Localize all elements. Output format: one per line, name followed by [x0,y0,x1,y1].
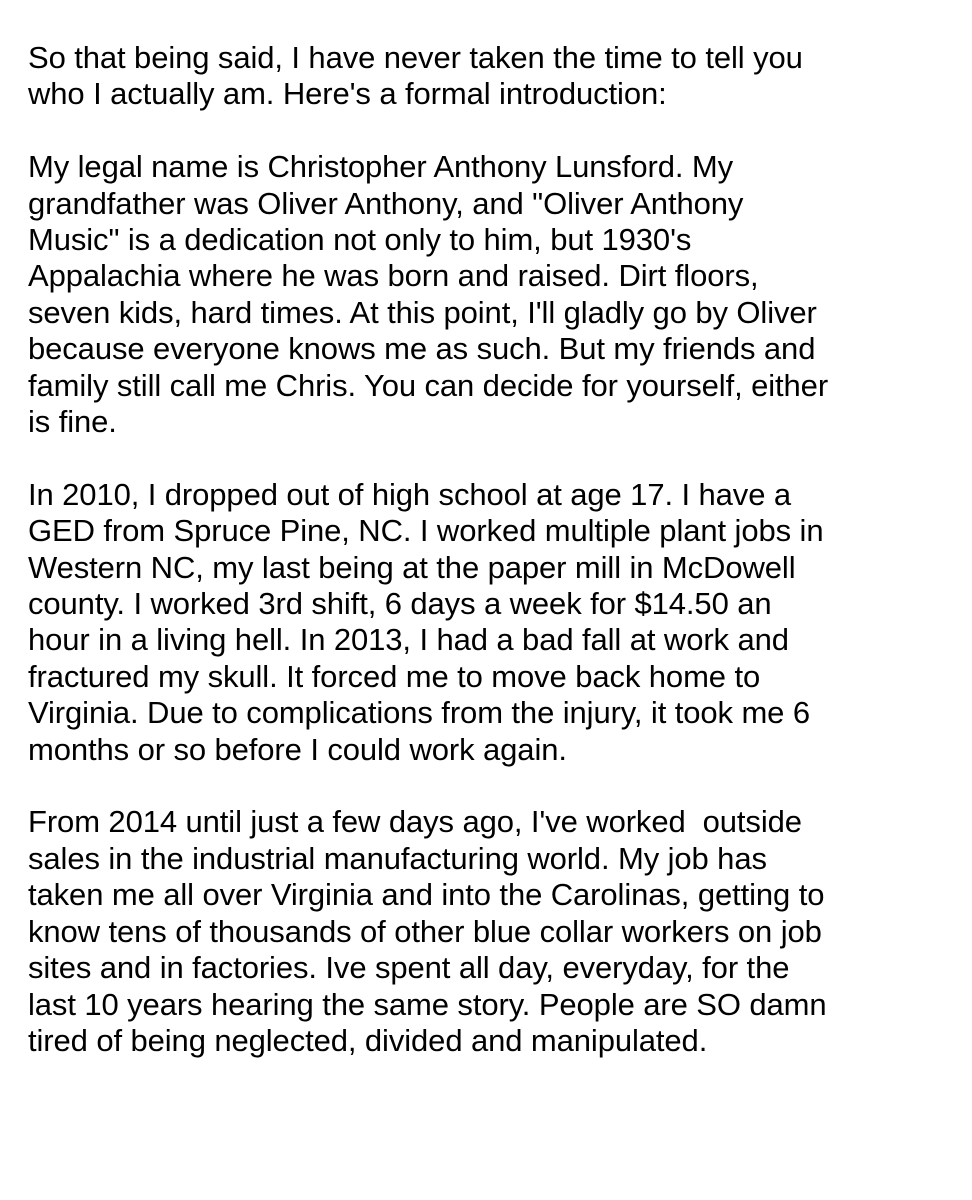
paragraph-sales [28,804,958,1059]
text-line: tired of being neglected, divided and manipulated. [28,1022,708,1058]
text-line: Appalachia where he was born and raised. Dirt floors, [28,258,759,294]
text-line: Music" is a dedication not only to him, but 1930's [28,222,692,258]
text-line: fractured my skull. It forced me to move back home to [28,658,761,694]
text-line: Virginia. Due to complications from the injury, it took me 6 [28,695,810,731]
paragraph-name [28,149,958,440]
text-line: who I actually am. Here's a formal introduction: [28,76,667,112]
text-line: grandfather was Oliver Anthony, and "Oliver Anthony [28,185,744,221]
text-line: taken me all over Virginia and into the Carolinas, getting to [28,877,825,913]
text-line: GED from Spruce Pine, NC. I worked multiple plant jobs in [28,513,824,549]
paragraph-history [28,477,958,768]
text-line: sales in the industrial manufacturing world. My job has [28,840,767,876]
text-line: last 10 years hearing the same story. People are SO damn [28,986,827,1022]
text-line: family still call me Chris. You can decide for yourself, either [28,367,829,403]
text-line: So that being said, I have never taken the time to tell you [28,40,803,75]
paragraph-intro [28,40,958,113]
text-line: know tens of thousands of other blue collar workers on job [28,913,822,949]
text-line: sites and in factories. Ive spent all day, everyday, for the [28,950,790,986]
text-line: because everyone knows me as such. But my friends and [28,331,816,367]
text-line: Western NC, my last being at the paper mill in McDowell [28,549,796,585]
text-line: In 2010, I dropped out of high school at age 17. I have a [28,476,791,512]
text-line: seven kids, hard times. At this point, I'll gladly go by Oliver [28,294,817,330]
text-line: months or so before I could work again. [28,731,567,767]
text-line: hour in a living hell. In 2013, I had a bad fall at work and [28,622,789,658]
text-line: is fine. [28,404,117,440]
text-line: county. I worked 3rd shift, 6 days a week for $14.50 an [28,586,772,622]
text-line: My legal name is Christopher Anthony Lunsford. My [28,149,733,185]
text-line: From 2014 until just a few days ago, I've worked outside [28,804,802,840]
note-body [28,40,958,1096]
